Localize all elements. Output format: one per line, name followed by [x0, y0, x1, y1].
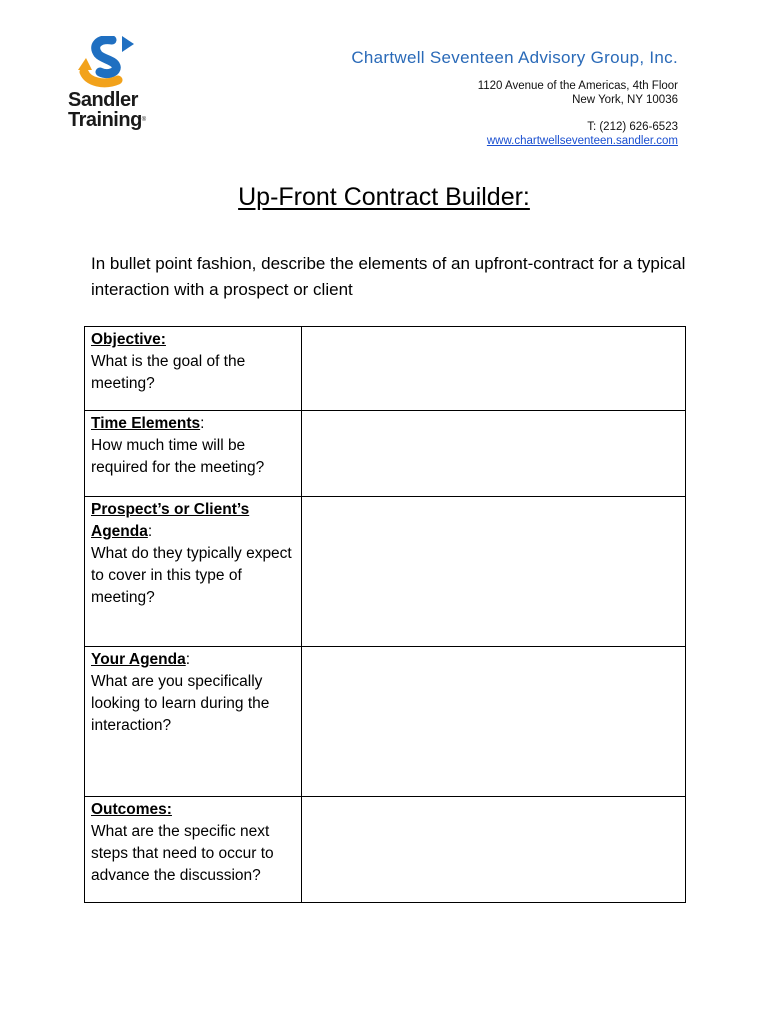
website-link[interactable]: www.chartwellseventeen.sandler.com [486, 135, 678, 147]
phone-number: T: (212) 626-6523 [587, 121, 678, 133]
row-heading-suffix: : [200, 415, 205, 432]
row-prompt: What are the specific next steps that need to occur to advance the discussion? [91, 823, 274, 884]
table-row-prospect-agenda [85, 497, 686, 647]
row-heading-suffix: : [185, 651, 191, 668]
row-heading: Outcomes: [91, 801, 172, 818]
row-label-cell [85, 647, 302, 797]
row-heading: Prospect’s or Client’s Agenda [91, 501, 250, 540]
answer-cell-objective[interactable] [302, 327, 686, 411]
sandler-s-arrows-icon [78, 36, 140, 88]
intro-instructions: In bullet point fashion, describe the elements of an upfront-contract for a typical interaction with a prospect or client [91, 254, 686, 299]
table-row-your-agenda [85, 647, 686, 797]
company-name: Chartwell Seventeen Advisory Group, Inc. [351, 48, 678, 67]
row-label-cell [85, 327, 302, 411]
answer-cell-your-agenda[interactable] [302, 647, 686, 797]
row-label-cell [85, 497, 302, 647]
table-row-outcomes [85, 797, 686, 903]
row-label-cell [85, 797, 302, 903]
row-heading-suffix: : [147, 523, 153, 540]
row-prompt: What is the goal of the meeting? [91, 353, 246, 392]
row-label-cell [85, 411, 302, 497]
answer-cell-prospect-agenda[interactable] [302, 497, 686, 647]
logo-wordmark [68, 90, 146, 130]
contract-builder-table [84, 326, 686, 903]
registered-mark: ® [141, 117, 146, 123]
row-heading: Objective: [91, 331, 166, 348]
row-heading: Time Elements [91, 415, 201, 432]
address-line-1: 1120 Avenue of the Americas, 4th Floor [477, 80, 678, 92]
row-prompt: What do they typically expect to cover in this type of meeting? [91, 545, 292, 606]
table-row-objective [85, 327, 686, 411]
answer-cell-outcomes[interactable] [302, 797, 686, 903]
document-title: Up-Front Contract Builder: [238, 183, 530, 211]
row-prompt: What are you specifically looking to learn during the interaction? [91, 673, 270, 734]
row-prompt: How much time will be required for the meeting? [91, 437, 265, 476]
logo-line-1: Sandler [68, 89, 138, 111]
sandler-training-logo [68, 36, 158, 136]
answer-cell-time-elements[interactable] [302, 411, 686, 497]
address-line-2: New York, NY 10036 [572, 94, 678, 106]
table-row-time-elements [85, 411, 686, 497]
row-heading: Your Agenda [91, 651, 186, 668]
logo-line-2: Training [68, 109, 142, 131]
